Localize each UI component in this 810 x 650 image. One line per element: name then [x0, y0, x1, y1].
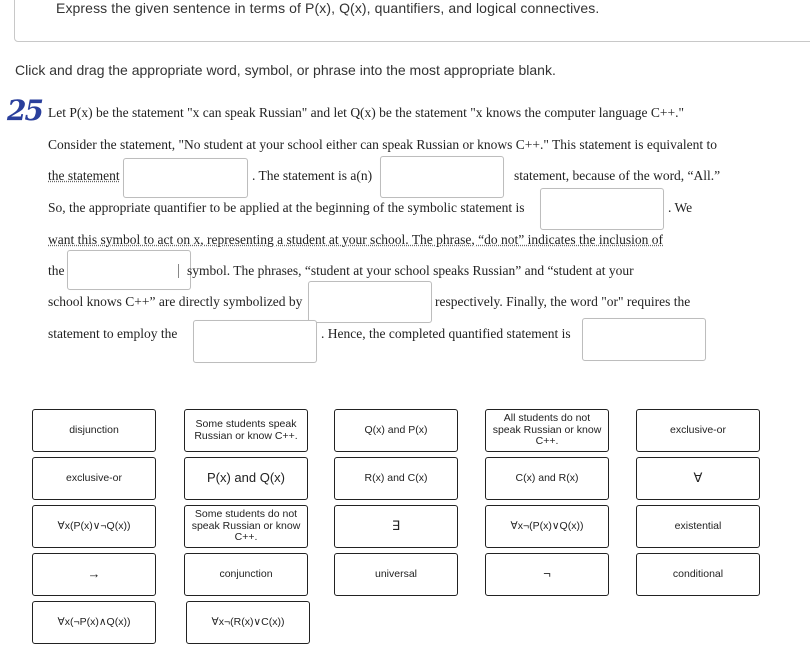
tile-universal-symbol[interactable]: ∀: [636, 457, 760, 500]
passage-line-8a: statement to employ the: [48, 326, 178, 341]
passage-line-3b: . The statement is a(n): [252, 168, 373, 183]
tile-existential-symbol[interactable]: ∃: [334, 505, 458, 548]
tile-conditional[interactable]: conditional: [636, 553, 760, 596]
tile-all-do-not-speak-or-know[interactable]: All students do not speak Russian or know C++.: [485, 409, 609, 452]
instruction-text: Click and drag the appropriate word, symbol, or phrase into the most appropriate blank.: [15, 62, 556, 78]
tile-conditional-arrow[interactable]: →: [32, 553, 156, 596]
tile-q-and-p[interactable]: Q(x) and P(x): [334, 409, 458, 452]
passage-line-3c: statement, because of the word, “All.”: [514, 168, 721, 183]
passage-line-7b: respectively. Finally, the word "or" requires the: [435, 294, 691, 309]
blank-5-drop-zone[interactable]: [308, 281, 432, 323]
passage-line-5: want this symbol to act on x, representing a student at your school. The phrase, “do not” indicates the inclusion of: [48, 232, 663, 247]
blank-3-drop-zone[interactable]: [540, 188, 664, 230]
passage-line-8b: . Hence, the completed quantified statement is: [321, 326, 571, 341]
tile-universal[interactable]: universal: [334, 553, 458, 596]
passage-line-7a: school knows C++” are directly symbolized by: [48, 294, 303, 309]
tile-negation-symbol[interactable]: ¬: [485, 553, 609, 596]
blank-6-drop-zone[interactable]: [193, 320, 317, 363]
passage-line-6b: symbol. The phrases, “student at your school speaks Russian” and “student at your: [187, 263, 634, 278]
tile-c-and-r[interactable]: C(x) and R(x): [485, 457, 609, 500]
handwritten-question-number: 25: [7, 94, 42, 127]
tile-formula-not-p-and-q[interactable]: ∀x(¬P(x)∧Q(x)): [32, 601, 156, 644]
tile-p-and-q[interactable]: P(x) and Q(x): [184, 457, 308, 500]
blank-4-drop-zone[interactable]: [67, 250, 191, 290]
passage-line-4b: . We: [668, 200, 693, 215]
tile-existential[interactable]: existential: [636, 505, 760, 548]
tile-formula-p-or-not-q[interactable]: ∀x(P(x)∨¬Q(x)): [32, 505, 156, 548]
text-caret: [178, 264, 179, 278]
passage-line-3a: the statement: [48, 168, 120, 183]
question-prompt: Express the given sentence in terms of P(x), Q(x), quantifiers, and logical connectives.: [56, 0, 600, 16]
tile-formula-not-r-or-c[interactable]: ∀x¬(R(x)∨C(x)): [186, 601, 310, 644]
blank-7-drop-zone[interactable]: [582, 318, 706, 361]
passage-line-1: Let P(x) be the statement "x can speak Russian" and let Q(x) be the statement "x knows the computer language C++.": [48, 105, 684, 120]
tile-disjunction[interactable]: disjunction: [32, 409, 156, 452]
tile-formula-not-p-or-q[interactable]: ∀x¬(P(x)∨Q(x)): [485, 505, 609, 548]
blank-2-drop-zone[interactable]: [380, 156, 504, 198]
passage-line-2: Consider the statement, "No student at your school either can speak Russian or knows C++." This statement is equivalent to: [48, 137, 718, 152]
tile-conjunction[interactable]: conjunction: [184, 553, 308, 596]
blank-1-drop-zone[interactable]: [123, 158, 248, 198]
passage-line-4a: So, the appropriate quantifier to be applied at the beginning of the symbolic statement is: [48, 200, 525, 215]
passage-line-6a: the: [48, 263, 65, 278]
tile-r-and-c[interactable]: R(x) and C(x): [334, 457, 458, 500]
tile-some-speak-or-know[interactable]: Some students speak Russian or know C++.: [184, 409, 308, 452]
tile-some-do-not-speak-or-know[interactable]: Some students do not speak Russian or know C++.: [184, 505, 308, 548]
tile-exclusive-or-1[interactable]: exclusive-or: [636, 409, 760, 452]
tile-exclusive-or-2[interactable]: exclusive-or: [32, 457, 156, 500]
